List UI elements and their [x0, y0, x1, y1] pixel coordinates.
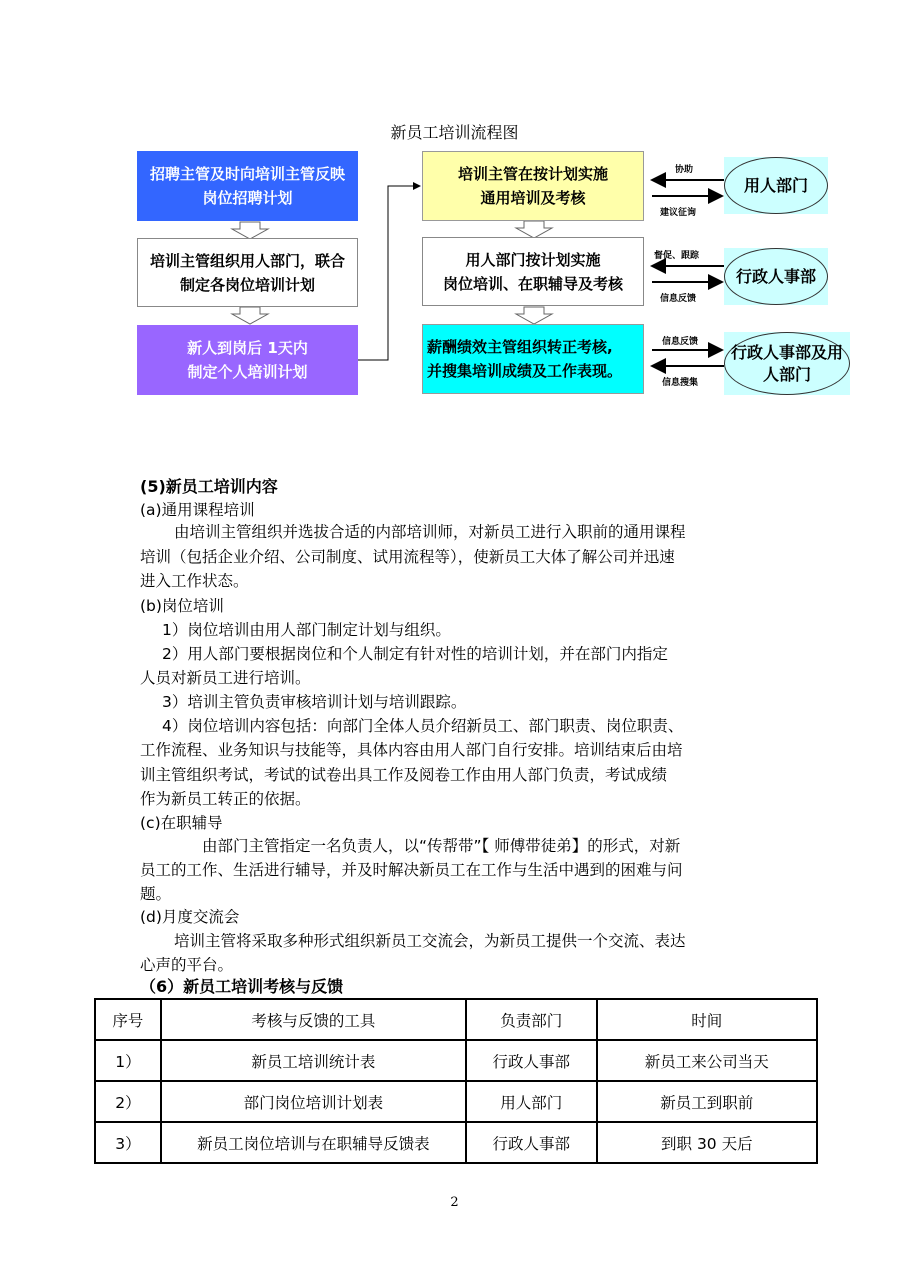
paragraph-line: 心声的平台。	[140, 956, 234, 974]
flow-node-hr-and-employing-dept	[724, 332, 850, 395]
table-cell: 3）	[95, 1122, 161, 1163]
table-row	[95, 1122, 817, 1163]
arrow-label: 协助	[675, 165, 694, 175]
ellipse-label: 用人部门	[724, 157, 828, 214]
section5-heading: (5)新员工培训内容	[140, 477, 278, 496]
table-header-cell: 序号	[95, 999, 161, 1040]
section6-heading: （6）新员工培训考核与反馈	[140, 977, 344, 996]
arrow-label: 建议征询	[660, 208, 697, 218]
flow-box-line: 岗位招聘计划	[202, 189, 293, 207]
table-cell: 行政人事部	[466, 1040, 597, 1081]
list-item: 3）培训主管负责审核培训计划与培训跟踪。	[162, 693, 467, 711]
flow-box-personal-plan	[137, 325, 358, 395]
table-cell: 部门岗位培训计划表	[161, 1081, 466, 1122]
flow-node-hr-dept	[724, 248, 828, 305]
ellipse-line: 人部门	[762, 364, 811, 384]
table-cell: 2）	[95, 1081, 161, 1122]
flow-box-line: 用人部门按计划实施	[465, 250, 601, 269]
connector-arrow	[358, 186, 420, 360]
paragraph-line: 题。	[140, 885, 172, 903]
table-cell: 行政人事部	[466, 1122, 597, 1163]
subheading-b: (b)岗位培训	[140, 597, 224, 615]
paragraph-line: 进入工作状态。	[140, 572, 249, 590]
flow-box-line: 培训主管在按计划实施	[457, 165, 608, 183]
down-arrow-1	[232, 222, 268, 239]
flow-box-line: 制定各岗位培训计划	[179, 275, 315, 294]
table-header-cell: 负责部门	[466, 999, 597, 1040]
list-item: 作为新员工转正的依据。	[140, 790, 311, 808]
table-cell: 用人部门	[466, 1081, 597, 1122]
page-number: 2	[450, 1195, 459, 1210]
table-cell: 新员工来公司当天	[597, 1040, 817, 1081]
list-item: 训主管组织考试，考试的试卷出具工作及阅卷工作由用人部门负责，考试成绩	[140, 766, 668, 784]
table-header-row	[95, 999, 817, 1040]
paragraph-line: 培训主管将采取多种形式组织新员工交流会，为新员工提供一个交流、表达	[174, 932, 686, 950]
paragraph-line: 员工的工作、生活进行辅导，并及时解决新员工在工作与生活中遇到的困难与问	[140, 861, 683, 879]
flowchart-title: 新员工培训流程图	[390, 123, 519, 142]
table-cell: 1）	[95, 1040, 161, 1081]
arrow-label: 督促、跟踪	[654, 251, 700, 261]
subheading-c: (c)在职辅导	[140, 814, 223, 832]
flow-box-line: 培训主管组织用人部门，联合	[149, 251, 345, 270]
list-item: 4）岗位培训内容包括：向部门全体人员介绍新员工、部门职责、岗位职责、	[162, 717, 684, 735]
list-item: 1）岗位培训由用人部门制定计划与组织。	[162, 621, 451, 639]
subheading-a: (a)通用课程培训	[140, 501, 255, 519]
table-row	[95, 1081, 817, 1122]
down-arrow-3	[516, 221, 552, 238]
list-item: 人员对新员工进行培训。	[140, 669, 311, 687]
paragraph-line: 由培训主管组织并选拔合适的内部培训师，对新员工进行入职前的通用课程	[174, 523, 686, 541]
flow-box-line: 并搜集培训成绩及工作表现。	[427, 362, 623, 380]
flow-box-line: 新人到岗后 1天内	[187, 339, 308, 357]
table-cell: 到职 30 天后	[597, 1122, 817, 1163]
paragraph-line: 培训（包括企业介绍、公司制度、试用流程等），使新员工大体了解公司并迅速	[140, 548, 675, 566]
ellipse-line: 行政人事部及用	[730, 342, 843, 362]
table-header-cell: 考核与反馈的工具	[161, 999, 466, 1040]
flow-box-job-training-plan	[137, 238, 358, 307]
list-item: 2）用人部门要根据岗位和个人制定有针对性的培训计划，并在部门内指定	[162, 645, 668, 663]
flow-box-job-training	[422, 237, 644, 306]
feedback-table	[94, 998, 818, 1164]
flow-box-line: 薪酬绩效主管组织转正考核,	[427, 338, 613, 356]
arrow-label: 信息反馈	[662, 337, 699, 347]
table-header-cell: 时间	[597, 999, 817, 1040]
down-arrow-2	[232, 307, 268, 324]
list-item: 工作流程、业务知识与技能等，具体内容由用人部门自行安排。培训结束后由培	[140, 741, 683, 759]
flow-box-line: 招聘主管及时向培训主管反映	[149, 165, 345, 183]
ellipse-label	[724, 332, 850, 395]
flow-box-line: 制定个人培训计划	[187, 363, 308, 381]
flow-box-recruit-plan	[137, 151, 358, 221]
ellipse-label: 行政人事部	[724, 248, 828, 305]
subheading-d: (d)月度交流会	[140, 908, 240, 926]
table-row	[95, 1040, 817, 1081]
down-arrow-4	[516, 307, 552, 324]
flow-box-line: 岗位培训、在职辅导及考核	[442, 274, 623, 293]
arrow-label: 信息反馈	[660, 294, 697, 304]
paragraph-line: 由部门主管指定一名负责人，以“传帮带”【 师傅带徒弟】的形式，对新	[202, 837, 681, 855]
flow-node-employing-dept	[724, 157, 828, 214]
table-cell: 新员工岗位培训与在职辅导反馈表	[161, 1122, 466, 1163]
flow-box-confirmation-review	[422, 324, 644, 394]
flow-box-general-training	[422, 151, 644, 221]
table-cell: 新员工培训统计表	[161, 1040, 466, 1081]
table-cell: 新员工到职前	[597, 1081, 817, 1122]
arrow-label: 信息搜集	[662, 378, 699, 388]
flow-box-line: 通用培训及考核	[480, 189, 586, 207]
